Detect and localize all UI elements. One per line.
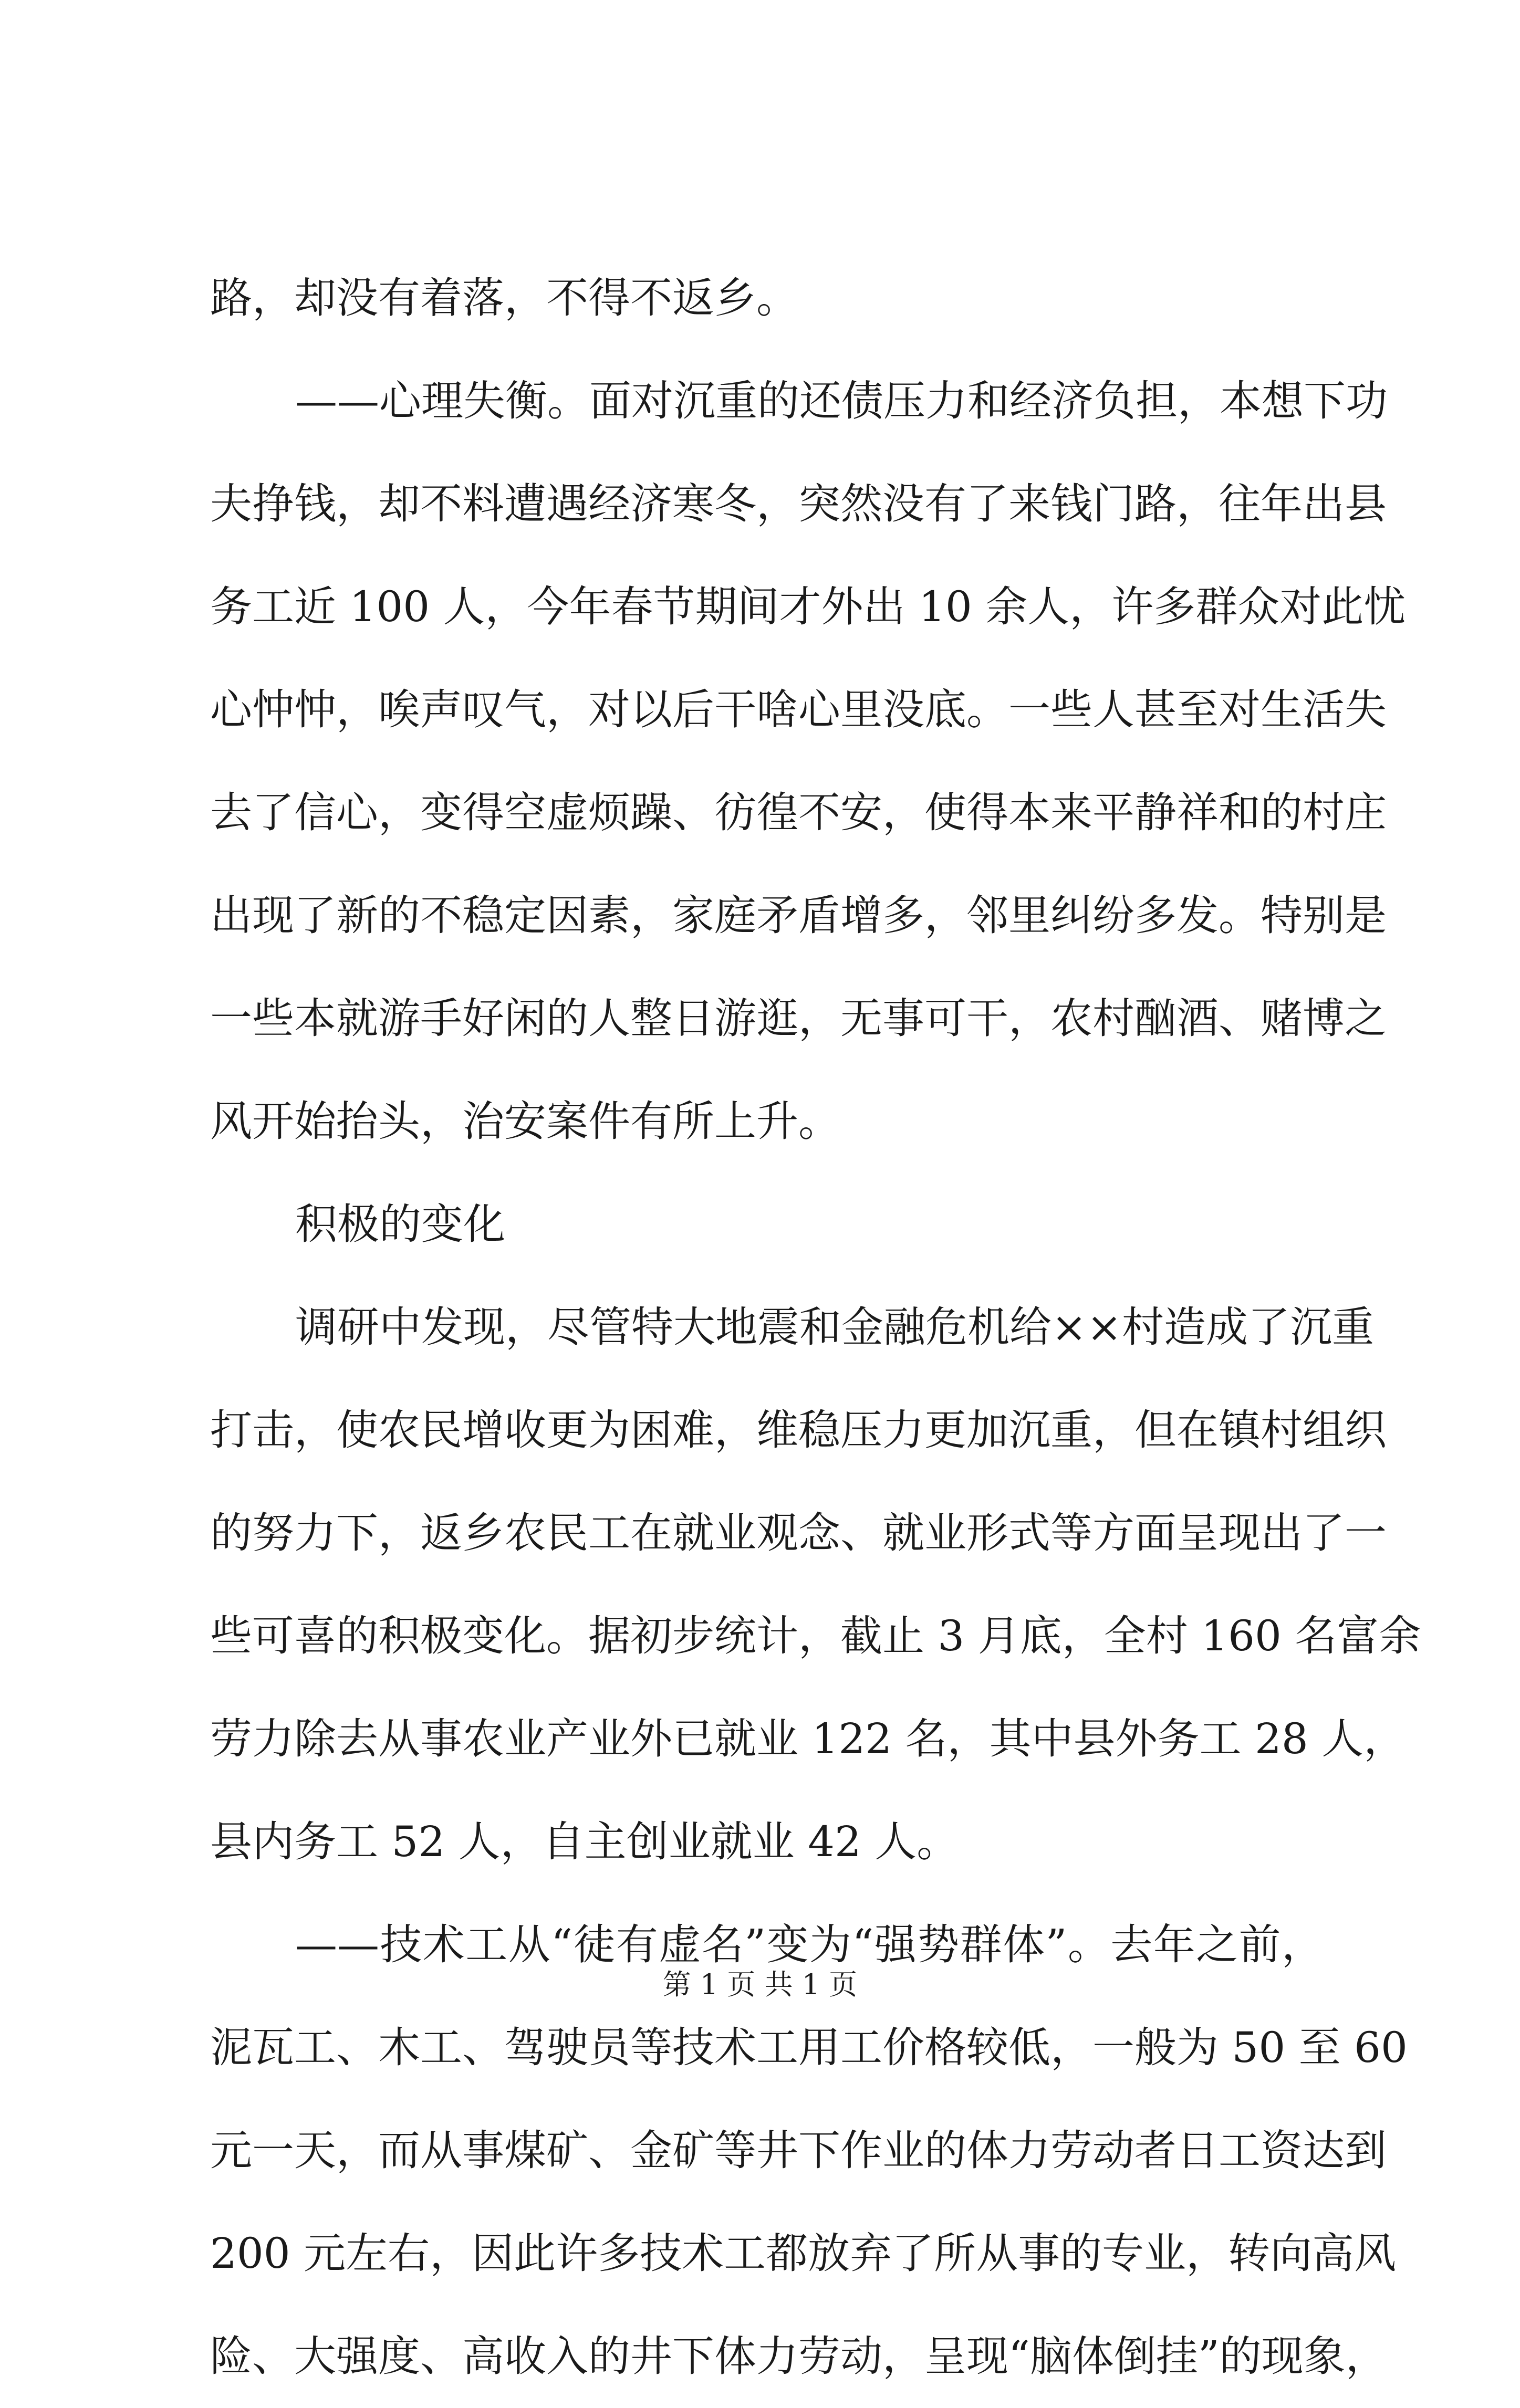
text-line: 风开始抬头，治安案件有所上升。 — [210, 1097, 840, 1146]
text-line: 县内务工 52 人，自主创业就业 42 人。 — [210, 1817, 959, 1866]
page-footer: 第 1 页 共 1 页 — [662, 1968, 858, 2001]
text-line: 劳力除去从事农业产业外已就业 122 名，其中县外务工 28 人， — [210, 1714, 1406, 1763]
text-line: ——技术工从“徒有虚名”变为“强势群体”。去年之前， — [295, 1920, 1324, 1969]
text-line: 些可喜的积极变化。据初步统计，截止 3 月底，全村 160 名富余 — [210, 1611, 1421, 1660]
text-line: 出现了新的不稳定因素，家庭矛盾增多，邻里纠纷多发。特别是 — [210, 891, 1387, 940]
text-line: 夫挣钱，却不料遭遇经济寒冬，突然没有了来钱门路，往年出县 — [210, 479, 1387, 528]
text-line: 一些本就游手好闲的人整日游逛，无事可干，农村酗酒、赌博之 — [210, 994, 1387, 1043]
text-line: 险、大强度、高收入的井下体力劳动，呈现“脑体倒挂”的现象， — [210, 2332, 1388, 2381]
text-line: 路，却没有着落，不得不返乡。 — [210, 274, 798, 322]
text-line: 去了信心，变得空虚烦躁、彷徨不安，使得本来平静祥和的村庄 — [210, 788, 1387, 837]
text-line: 务工近 100 人，今年春节期间才外出 10 余人，许多群众对此忧 — [210, 582, 1406, 631]
section-heading: 积极的变化 — [295, 1200, 505, 1249]
text-line: 泥瓦工、木工、驾驶员等技术工用工价格较低，一般为 50 至 60 — [210, 2023, 1408, 2072]
text-line: 元一天，而从事煤矿、金矿等井下作业的体力劳动者日工资达到 — [210, 2126, 1387, 2175]
text-line: 打击，使农民增收更为困难，维稳压力更加沉重，但在镇村组织 — [210, 1406, 1387, 1454]
text-line: 200 元左右，因此许多技术工都放弃了所从事的专业，转向高风 — [210, 2229, 1397, 2278]
text-line: ——心理失衡。面对沉重的还债压力和经济负担，本想下功 — [295, 376, 1388, 425]
text-line: 心忡忡，唉声叹气，对以后干啥心里没底。一些人甚至对生活失 — [210, 685, 1387, 734]
text-line: 调研中发现，尽管特大地震和金融危机给××村造成了沉重 — [295, 1303, 1375, 1352]
text-line: 的努力下，返乡农民工在就业观念、就业形式等方面呈现出了一 — [210, 1509, 1387, 1557]
